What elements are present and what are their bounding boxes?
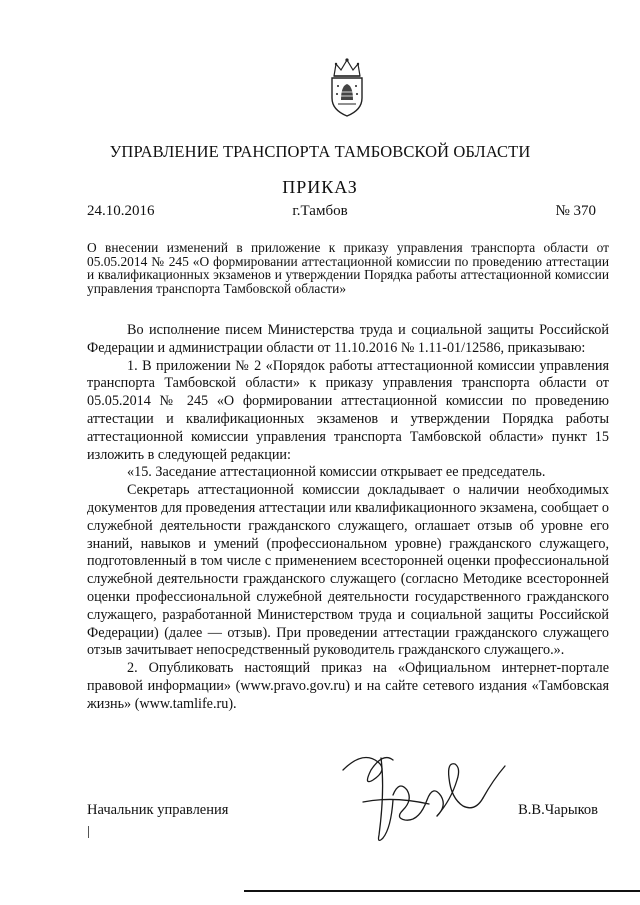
tambov-coat-of-arms-icon [322,56,372,118]
document-type: ПРИКАЗ [282,177,358,197]
margin-mark [88,826,89,838]
organization-name: УПРАВЛЕНИЕ ТРАНСПОРТА ТАМБОВСКОЙ ОБЛАСТИ [109,142,531,161]
bottom-rule [244,890,640,892]
paragraph-quote-15: «15. Заседание аттестационной комиссии открывает ее председатель. [127,464,546,481]
paragraph-item-2: 2. Опубликовать настоящий приказ на «Официальном интернет-портале правовой информации» (www.pravo.gov.ru) и на сайте сетевого издания «Тамбовская жизнь» (www.tamlife.ru). [87,660,609,712]
document-number: № 370 [555,203,596,219]
document-subject: О внесении изменений в приложение к приказу управления транспорта области от 05.05.2014 № 245 «О формировании аттестационной комиссии по проведению аттестации и квалификационных экзаменов и утверждении Порядка работы аттестационной комиссии управления транспорта Тамбовской области» [87,240,609,296]
paragraph-preamble: Во исполнение писем Министерства труда и социальной защиты Российской Федерации и администрации области от 11.10.2016 № 1.11-01/12586, приказываю: [87,322,609,356]
document-city: г.Тамбов [292,203,348,219]
signatory-title: Начальник управления [87,802,229,818]
signatory-name: В.В.Чарыков [518,802,598,818]
document-date: 24.10.2016 [87,203,155,219]
document-body [87,322,609,714]
paragraph-secretary: Секретарь аттестационной комиссии докладывает о наличии необходимых документов для проведения аттестации или квалификационного экзамена, сообщает о служебной деятельности гражданского служащего, оглашает отзыв об уровне его знаний, навыков и умений (профессиональном уровне) гражданского служащего, подготовленный в том числе с применением всесторонней оценки профессиональной служебной деятельности гражданского служащего (согласно Методике всесторонней оценки профессиональной служебной деятельности государственного гражданского служащего, разработанной Министерством труда и социальной защиты Российской Федерации) (далее — отзыв). При проведении аттестации гражданского служащего отзыв зачитывает непосредственный руководитель гражданского служащего.». [87,482,609,659]
handwritten-signature-icon [333,740,513,852]
paragraph-item-1: 1. В приложении № 2 «Порядок работы аттестационной комиссии управления транспорта Тамбовской области» к приказу управления транспорта области от 05.05.2014 № 245 «О формировании аттестационной комиссии по проведению аттестации и квалификационных экзаменов и утверждении Порядка работы аттестационной комиссии управления транспорта Тамбовской области» пункт 15 изложить в следующей редакции: [87,357,609,463]
